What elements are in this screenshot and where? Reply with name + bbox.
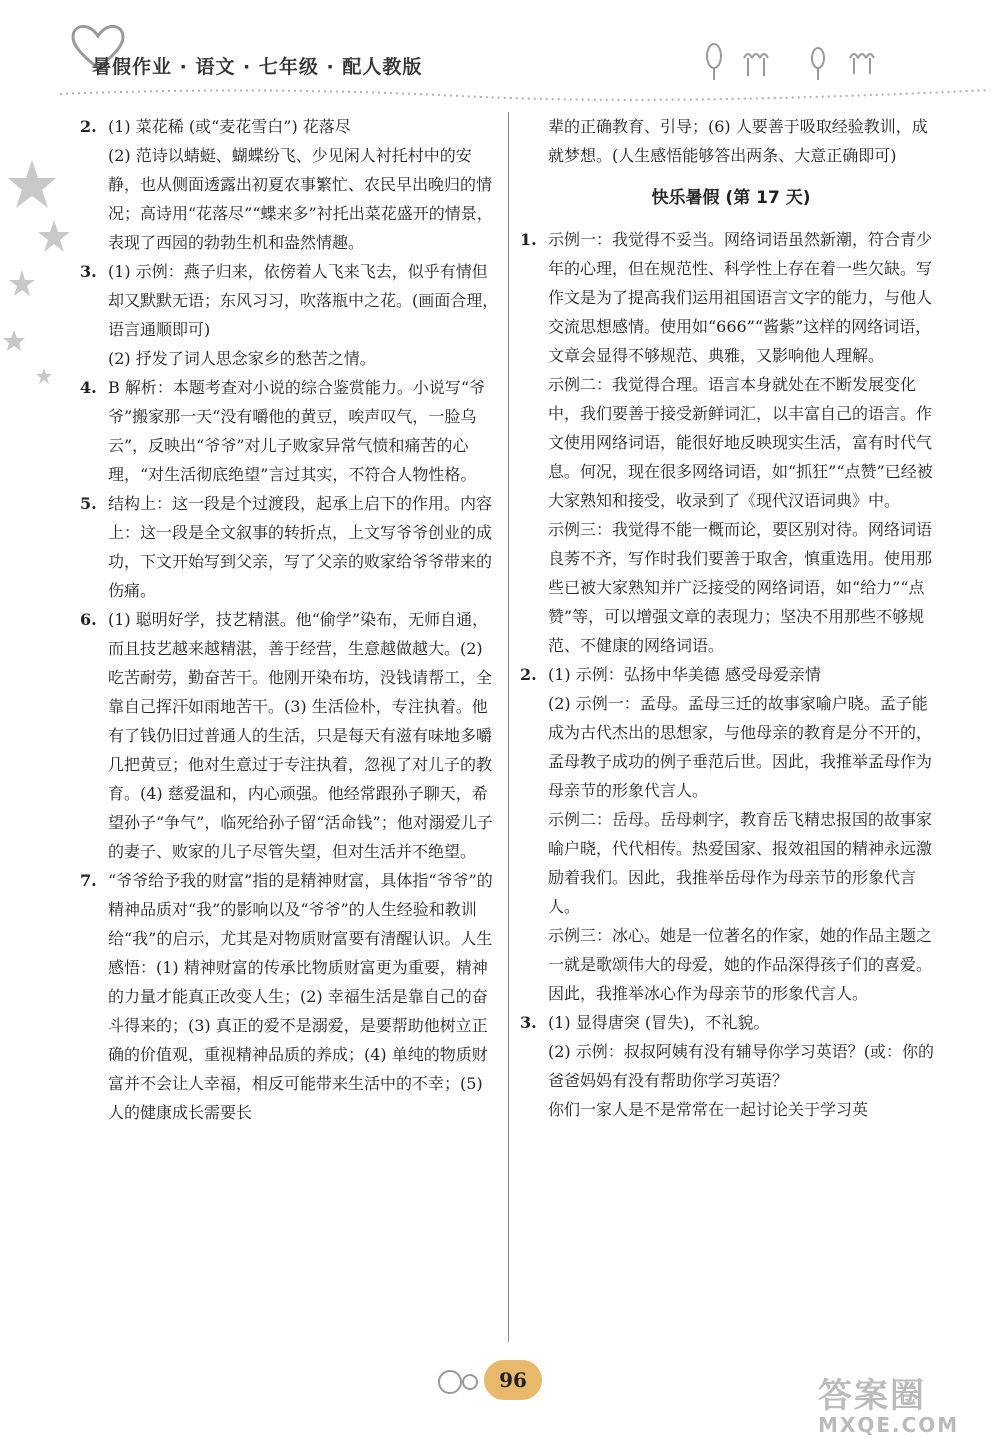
page-number: 96 bbox=[484, 1360, 542, 1400]
answer-line: 示例二：我觉得合理。语言本身就处在不断发展变化中，我们要善于接受新鲜词汇，以丰富自己的语言。作文使用网络词语，能很好地反映现实生活，富有时代气息。何况，现在很多网络词语，如“抓狂”“点赞”已经被大家熟知和接受，收录到了《现代汉语词典》中。 bbox=[548, 375, 933, 510]
ring-decoration-icon bbox=[462, 1374, 478, 1390]
answer-item-7 bbox=[80, 866, 500, 1127]
answer-line: 示例一：我觉得不妥当。网络词语虽然新潮，符合青少年的心理，但在规范性、科学性上存在着一些欠缺。写作文是为了提高我们运用祖国语言文字的能力，与他人交流思想感情。使用如“666”“酱紫”这样的网络词语，文章会显得不够规范、典雅，又影响他人理解。 bbox=[548, 230, 933, 365]
right-column bbox=[520, 112, 942, 1124]
answer-line: (1) 示例：弘扬中华美德 感受母爱亲情 bbox=[548, 665, 821, 684]
answer-item-3 bbox=[520, 1008, 942, 1124]
ring-decoration-icon bbox=[438, 1370, 462, 1394]
answer-line: (2) 抒发了词人思念家乡的愁苦之情。 bbox=[108, 349, 376, 368]
item-number: 2. bbox=[80, 117, 97, 136]
answer-line: (1) 菜花稀 (或“麦花雪白”) 花落尽 bbox=[108, 117, 351, 136]
item-number: 3. bbox=[80, 262, 97, 281]
answer-line: B 解析：本题考查对小说的综合鉴赏能力。小说写“爷爷”搬家那一天“没有嚼他的黄豆，唉声叹气，一脸乌云”，反映出“爷爷”对儿子败家异常气愤和痛苦的心理，“对生活彻底绝望”言过其实，不符合人物性格。 bbox=[108, 378, 486, 484]
item-number: 7. bbox=[80, 871, 97, 890]
item-number: 2. bbox=[520, 665, 537, 684]
item-text bbox=[108, 112, 500, 257]
answer-item-5 bbox=[80, 489, 500, 605]
answer-item-3 bbox=[80, 257, 500, 373]
left-column bbox=[80, 112, 500, 1127]
flower-decoration-icon bbox=[700, 42, 890, 82]
item-text bbox=[108, 257, 500, 373]
item-text bbox=[108, 489, 500, 605]
answer-line: (2) 范诗以蜻蜓、蝴蝶纷飞、少见闲人衬托村中的安静，也从侧面透露出初夏农事繁忙、农民早出晚归的情况；高诗用“花落尽”“蝶来多”衬托出菜花盛开的情景，表现了西园的勃勃生机和盎然情趣。 bbox=[108, 146, 493, 252]
item-number: 4. bbox=[80, 378, 97, 397]
item-number: 1. bbox=[520, 230, 537, 249]
watermark-logo bbox=[818, 1368, 978, 1440]
answer-line: 示例三：冰心。她是一位著名的作家，她的作品主题之一就是歌颂伟大的母爱，她的作品深得孩子们的喜爱。因此，我推举冰心作为母亲节的形象代言人。 bbox=[548, 926, 933, 1003]
section-title: 快乐暑假 (第 17 天) bbox=[651, 188, 811, 208]
item-number: 5. bbox=[80, 494, 97, 513]
watermark-url: MXQE.COM bbox=[818, 1413, 960, 1437]
item-text bbox=[108, 373, 500, 489]
answer-line: 示例二：岳母。岳母刺字，教育岳飞精忠报国的故事家喻户晓，代代相传。热爱国家、报效祖国的精神永远激励着我们。因此，我推举岳母作为母亲节的形象代言人。 bbox=[548, 810, 933, 916]
answer-line: 你们一家人是不是常常在一起讨论关于学习英 bbox=[548, 1100, 869, 1119]
answer-line: (1) 聪明好学，技艺精湛。他“偷学”染布，无师自通，而且技艺越来越精湛，善于经营，生意越做越大。(2) 吃苦耐劳，勤奋苦干。他刚开染布坊，没钱请帮工，全靠自己挥汗如雨地苦干。(3) 生活俭朴，专注执着。他有了钱仍旧过普通人的生活，只是每天有滋有味地多嚼几把黄豆；他对生意过于专注执着，忽视了对儿子的教育。(4) 慈爱温和，内心顽强。他经常跟孙子聊天，希望孙子“争气”，临死给孙子留“活命钱”；他对溺爱儿子的妻子、败家的儿子尽管失望，但对生活并不绝望。 bbox=[108, 610, 493, 861]
page-header bbox=[0, 0, 1000, 100]
column-divider bbox=[508, 112, 509, 1342]
item-text bbox=[548, 660, 942, 1008]
item-number: 6. bbox=[80, 610, 97, 629]
answer-item-4 bbox=[80, 373, 500, 489]
item-text bbox=[548, 1008, 942, 1124]
answer-item-2 bbox=[520, 660, 942, 1008]
answer-item-1 bbox=[520, 225, 942, 660]
continuation-text: 辈的正确教育、引导；(6) 人要善于吸取经验教训，成就梦想。(人生感悟能够答出两条、大意正确即可) bbox=[548, 117, 928, 165]
answer-line: “爷爷给予我的财富”指的是精神财富，具体指“爷爷”的精神品质对“我”的影响以及“爷爷”的人生经验和教训给“我”的启示，尤其是对物质财富要有清醒认识。人生感悟：(1) 精神财富的传承比物质财富更为重要，精神的力量才能真正改变人生；(2) 幸福生活是靠自己的奋斗得来的；(3) 真正的爱不是溺爱，是要帮助他树立正确的价值观，重视精神品质的养成；(4) 单纯的物质财富并不会让人幸福，相反可能带来生活中的不幸；(5) 人的健康成长需要长 bbox=[108, 871, 493, 1122]
watermark-title: 答案圈 bbox=[818, 1376, 926, 1416]
item-text bbox=[108, 866, 500, 1127]
answer-line: (1) 显得唐突 (冒失)，不礼貌。 bbox=[548, 1013, 770, 1032]
answer-line: (2) 示例：叔叔阿姨有没有辅导你学习英语？(或：你的爸爸妈妈有没有帮助你学习英语？ bbox=[548, 1042, 934, 1090]
star-decoration-icon bbox=[0, 150, 70, 390]
header-divider bbox=[60, 84, 990, 104]
answer-item-6 bbox=[80, 605, 500, 866]
answer-line: (1) 示例：燕子归来，依傍着人飞来飞去，似乎有情但却又默默无语；东风习习，吹落瓶中之花。(画面合理，语言通顺即可) bbox=[108, 262, 499, 339]
answer-line: (2) 示例一：孟母。孟母三迁的故事家喻户晓。孟子能成为古代杰出的思想家，与他母亲的教育是分不开的，孟母教子成功的例子垂范后世。因此，我推举孟母作为母亲节的形象代言人。 bbox=[548, 694, 933, 800]
item-text bbox=[548, 225, 942, 660]
answer-line: 示例三：我觉得不能一概而论，要区别对待。网络词语良莠不齐，写作时我们要善于取舍，慎重选用。使用那些已被大家熟知并广泛接受的网络词语，如“给力”“点赞”等，可以增强文章的表现力；坚决不用那些不够规范、不健康的网络词语。 bbox=[548, 520, 933, 655]
header-title: 暑假作业 · 语文 · 七年级 · 配人教版 bbox=[92, 56, 423, 78]
answer-item-2 bbox=[80, 112, 500, 257]
answer-line: 结构上：这一段是个过渡段，起承上启下的作用。内容上：这一段是全文叙事的转折点，上文写爷爷创业的成功，下文开始写到父亲，写了父亲的败家给爷爷带来的伤痛。 bbox=[108, 494, 493, 600]
item-text bbox=[108, 605, 500, 866]
item-number: 3. bbox=[520, 1013, 537, 1032]
